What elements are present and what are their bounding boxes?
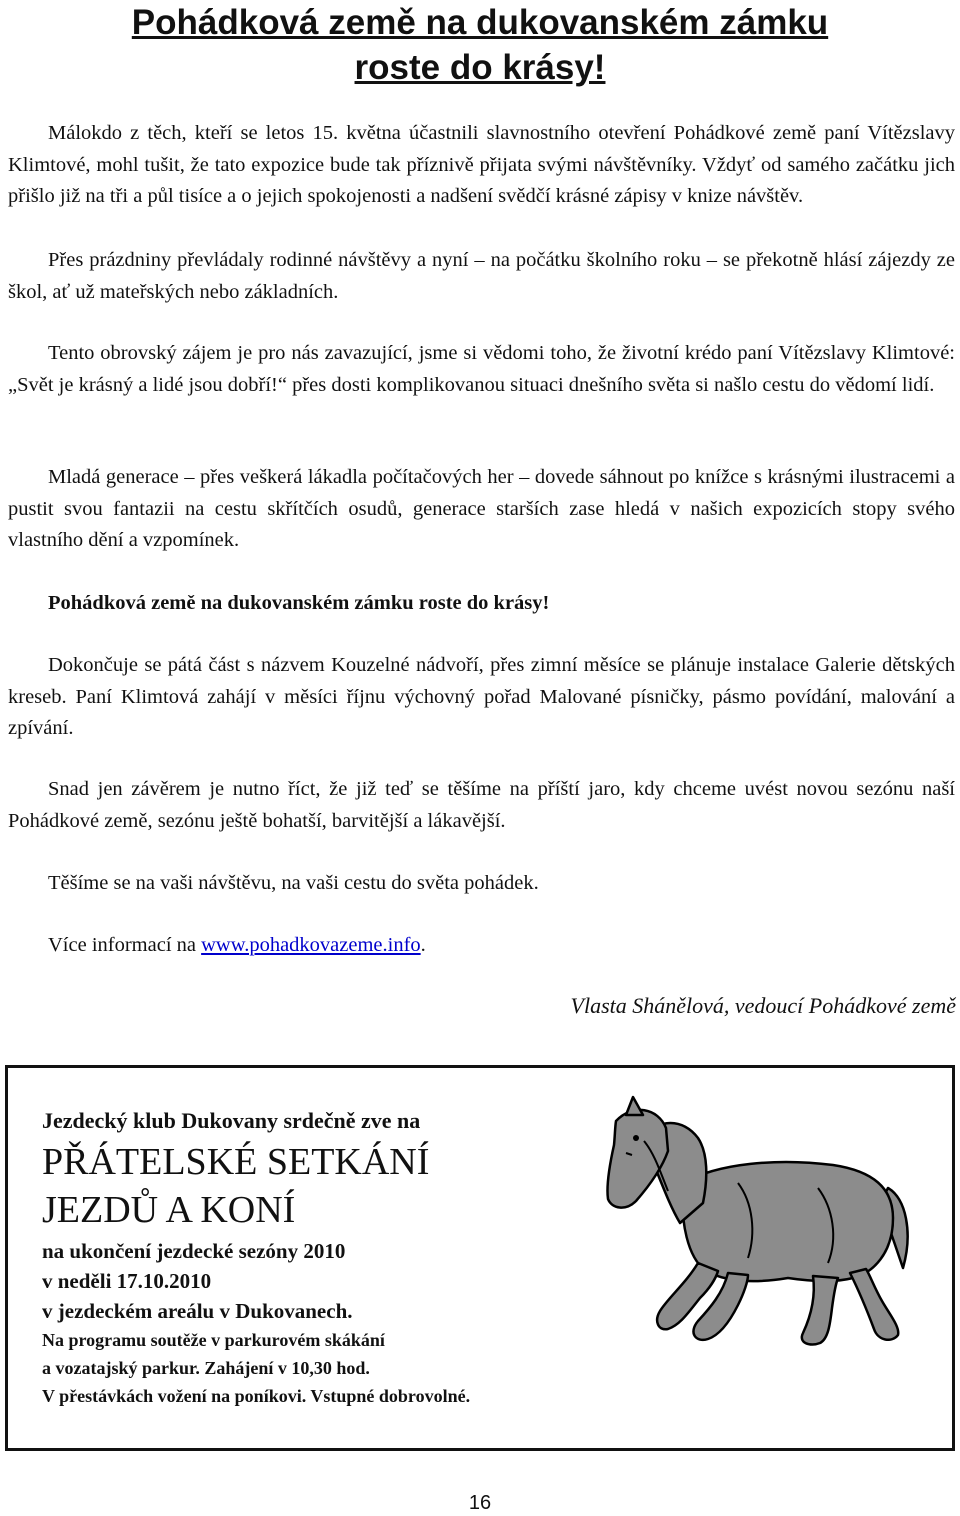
paragraph-holidays: Přes prázdniny převládaly rodinné návštěvy a nyní – na počátku školního roku – se překotně hlásí zájezdy ze škol, ať už mateřských nebo základních. — [8, 249, 955, 303]
invitation-box — [5, 1065, 955, 1451]
paragraph-generations: Mladá generace – přes veškerá lákadla počítačových her – dovede sáhnout po knížce s krásnými ilustracemi a pustit svou fantazii na cestu skřítčích osudů, generace starších zase hledá v našich expozicích stopy svého vlastního dění a vzpomínek. — [8, 466, 955, 551]
more-info-suffix: . — [420, 934, 426, 956]
horse-illustration — [588, 1093, 918, 1348]
invitation-headline-2: JEZDŮ A KONÍ — [42, 1189, 296, 1231]
invitation-line-date: v neděli 17.10.2010 — [42, 1269, 212, 1293]
invitation-intro: Jezdecký klub Dukovany srdečně zve na — [42, 1108, 421, 1133]
invitation-line-program: Na programu soutěže v parkurovém skákání — [42, 1330, 385, 1350]
article-title-line1: Pohádková země na dukovanském zámku — [131, 3, 829, 42]
page-number: 16 — [468, 1492, 492, 1514]
paragraph-welcome: Těšíme se na vaši návštěvu, na vaši cestu do světa pohádek. — [48, 872, 539, 894]
invitation-line-pony: V přestávkách vožení na poníkovi. Vstupné dobrovolné. — [42, 1386, 471, 1406]
invitation-headline-1: PŘÁTELSKÉ SETKÁNÍ — [42, 1141, 430, 1183]
paragraph-interest: Tento obrovský zájem je pro nás zavazující, jsme si vědomi toho, že životní krédo paní Vítězslavy Klimtové: „Svět je krásný a lidé jsou dobří!“ přes dosti komplikovanou situaci dnešního světa si našlo cestu do vědomí lidí. — [8, 342, 955, 396]
paragraph-intro: Málokdo z těch, kteří se letos 15. května účastnili slavnostního otevření Pohádkové země paní Vítězslavy Klimtové, mohl tušit, že tato expozice bude tak příznivě přijata svými návštěvníky. Vždyť od samého začátku jich přišlo již na tři a půl tisíce a o jejich spokojenosti a nadšení svědčí krásné zápisy v knize návštěv. — [8, 122, 955, 207]
article-title-line2: roste do krásy! — [354, 48, 606, 87]
invitation-line-season: na ukončení jezdecké sezóny 2010 — [42, 1239, 346, 1263]
website-link[interactable]: www.pohadkovazeme.info — [201, 934, 421, 956]
invitation-line-start: a vozatajský parkur. Zahájení v 10,30 hod. — [42, 1358, 370, 1378]
paragraph-highlight: Pohádková země na dukovanském zámku roste do krásy! — [48, 592, 550, 614]
author-signature: Vlasta Shánělová, vedoucí Pohádkové země — [570, 993, 956, 1018]
more-info-prefix: Více informací na — [48, 934, 202, 956]
paragraph-more-info — [8, 930, 955, 962]
paragraph-next-season: Snad jen závěrem je nutno říct, že již teď se těšíme na příští jaro, kdy chceme uvést novou sezónu naší Pohádkové země, sezónu ještě bohatší, barvitější a lákavější. — [8, 778, 955, 832]
paragraph-next-part: Dokončuje se pátá část s názvem Kouzelné nádvoří, přes zimní měsíce se plánuje instalace Galerie dětských kreseb. Paní Klimtová zahájí v měsíci říjnu výchovný pořad Malované písničky, pásmo povídání, malování a zpívání. — [8, 654, 955, 739]
invitation-line-place: v jezdeckém areálu v Dukovanech. — [42, 1299, 353, 1323]
